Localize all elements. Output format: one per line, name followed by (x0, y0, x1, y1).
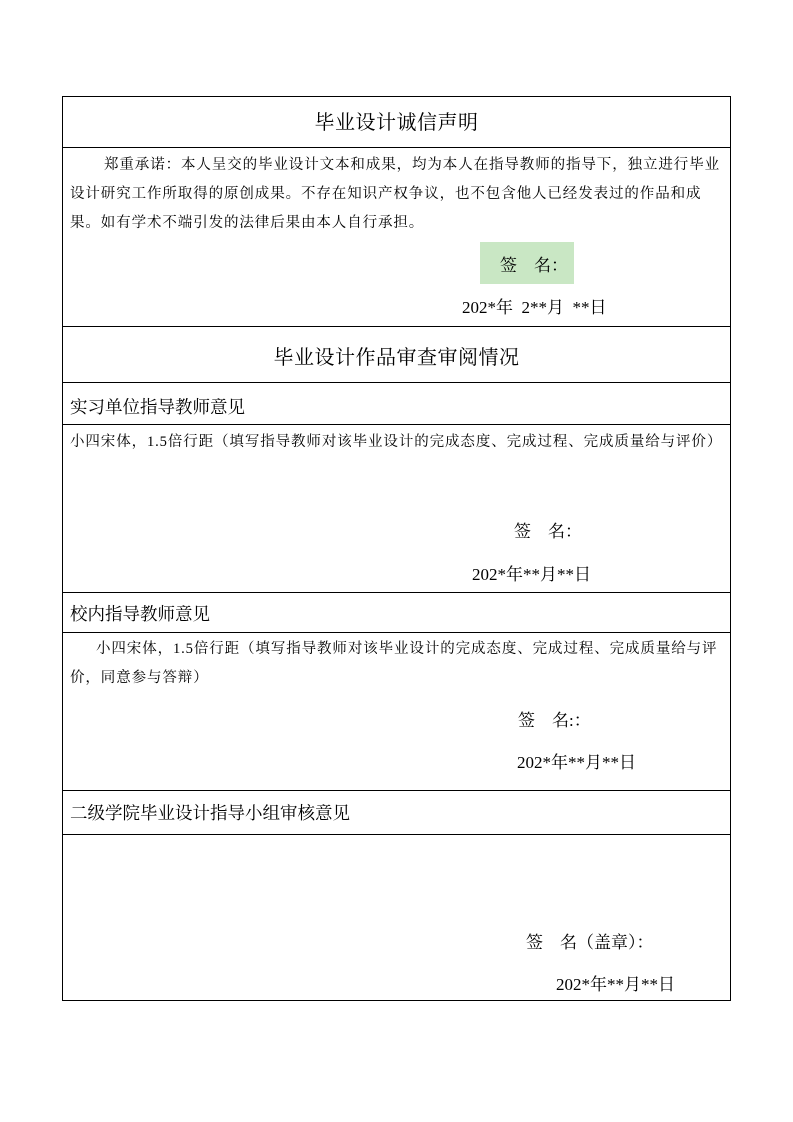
review-title: 毕业设计作品审查审阅情况 (273, 347, 520, 369)
row-divider (63, 834, 730, 835)
college-group-date: 202*年**月**日 (556, 975, 675, 994)
row-divider (63, 147, 730, 148)
row-divider (63, 424, 730, 425)
college-group-heading: 二级学院毕业设计指导小组审核意见 (70, 803, 350, 823)
row-divider (63, 382, 730, 383)
school-supervisor-text: 小四宋体，1.5倍行距（填写指导教师对该毕业设计的完成态度、完成过程、完成质量给与评价，同意参与答辩） (70, 641, 718, 686)
school-supervisor-sign-label: 签 名:： (518, 711, 591, 730)
school-supervisor-heading: 校内指导教师意见 (70, 604, 210, 624)
declaration-title: 毕业设计诚信声明 (314, 112, 479, 134)
row-divider (63, 592, 730, 593)
college-group-sign-label: 签 名（盖章）： (526, 933, 654, 952)
internship-supervisor-sign-label: 签 名： (514, 522, 582, 541)
declaration-paragraph: 郑重承诺：本人呈交的毕业设计文本和成果，均为本人在指导教师的指导下，独立进行毕业设计研究工作所取得的原创成果。不存在知识产权争议，也不包含他人已经发表过的作品和成果。如有学术不端引发的法律后果由本人自行承担。 (70, 157, 720, 231)
declaration-sign-label: 签 名： (500, 256, 568, 275)
row-divider (63, 790, 730, 791)
row-divider (63, 326, 730, 327)
internship-supervisor-date: 202*年**月**日 (472, 565, 591, 584)
row-divider (63, 632, 730, 633)
declaration-date: 202*年 2**月 **日 (462, 298, 607, 317)
internship-supervisor-text: 小四宋体，1.5倍行距（填写指导教师对该毕业设计的完成态度、完成过程、完成质量给与评价） (70, 434, 723, 450)
school-supervisor-date: 202*年**月**日 (517, 753, 636, 772)
internship-supervisor-heading: 实习单位指导教师意见 (70, 397, 245, 417)
